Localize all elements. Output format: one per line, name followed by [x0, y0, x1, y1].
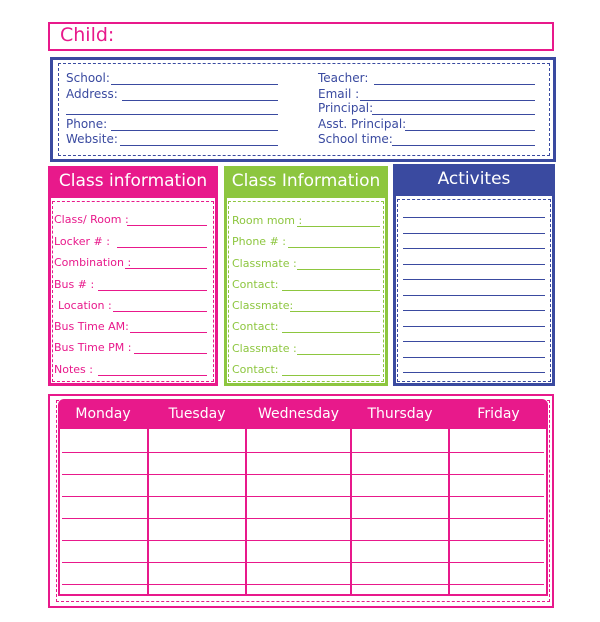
child-name-box[interactable]: [48, 22, 554, 51]
bus-time-am-label: Bus Time AM:: [54, 320, 129, 333]
day-tuesday: Tuesday: [168, 406, 226, 422]
schedule-divider: [147, 429, 149, 595]
activity-line[interactable]: [403, 264, 545, 265]
locker-line[interactable]: [117, 247, 207, 248]
phone-number-label: Phone # :: [232, 235, 286, 248]
teacher-label: Teacher:: [318, 71, 369, 85]
schedule-divider: [448, 429, 450, 595]
activity-line[interactable]: [403, 279, 545, 280]
principal-label: Principal:: [318, 101, 374, 115]
schedule-grid: [58, 429, 548, 596]
contact-1-line[interactable]: [282, 290, 380, 291]
bus-time-pm-line[interactable]: [134, 353, 207, 354]
school-info-inner-border: [58, 63, 550, 156]
contact-1-label: Contact:: [232, 278, 279, 291]
principal-line[interactable]: [372, 114, 535, 115]
location-label: Location :: [58, 299, 112, 312]
bus-number-label: Bus # :: [54, 278, 95, 291]
activity-line[interactable]: [403, 248, 545, 249]
class-room-label: Class/ Room :: [54, 213, 129, 226]
contact-3-line[interactable]: [282, 375, 380, 376]
child-label: Child:: [60, 24, 115, 46]
activity-line[interactable]: [403, 310, 545, 311]
classmate-2-label: Classmate:: [232, 299, 294, 312]
schedule-row-line[interactable]: [62, 474, 544, 475]
schedule-row-line[interactable]: [62, 518, 544, 519]
activity-line[interactable]: [403, 326, 545, 327]
schedule-row-line[interactable]: [62, 452, 544, 453]
activities-title: Activites: [393, 164, 555, 196]
activity-line[interactable]: [403, 217, 545, 218]
activity-line[interactable]: [403, 295, 545, 296]
classmate-3-label: Classmate :: [232, 342, 297, 355]
location-line[interactable]: [113, 311, 207, 312]
locker-label: Locker # :: [54, 235, 110, 248]
room-mom-label: Room mom :: [232, 214, 303, 227]
combination-label: Combination :: [54, 256, 132, 269]
schedule-divider: [245, 429, 247, 595]
schedule-divider: [350, 429, 352, 595]
activities-inner: [397, 199, 551, 382]
bus-number-line[interactable]: [98, 290, 207, 291]
address-label: Address:: [66, 87, 118, 101]
bus-time-am-line[interactable]: [130, 332, 207, 333]
notes-label: Notes :: [54, 363, 93, 376]
contact-2-line[interactable]: [282, 332, 380, 333]
website-label: Website:: [66, 132, 118, 146]
notes-line[interactable]: [98, 375, 207, 376]
class-information-pink-title: Class information: [48, 166, 218, 198]
classmate-1-label: Classmate :: [232, 257, 297, 270]
room-mom-line[interactable]: [297, 226, 380, 227]
schedule-row-line[interactable]: [62, 540, 544, 541]
combination-line[interactable]: [125, 268, 207, 269]
day-wednesday: Wednesday: [257, 406, 340, 422]
activity-line[interactable]: [403, 233, 545, 234]
classmate-3-line[interactable]: [297, 354, 380, 355]
teacher-line[interactable]: [374, 84, 535, 85]
school-time-line[interactable]: [392, 145, 535, 146]
address-line[interactable]: [122, 100, 278, 101]
class-information-pink-inner: [52, 201, 214, 382]
website-line[interactable]: [120, 145, 278, 146]
day-thursday: Thursday: [367, 406, 433, 422]
asst-principal-line[interactable]: [405, 130, 535, 131]
email-line[interactable]: [360, 100, 535, 101]
classmate-2-line[interactable]: [290, 311, 380, 312]
phone-line[interactable]: [111, 130, 278, 131]
activity-line[interactable]: [403, 357, 545, 358]
contact-2-label: Contact:: [232, 320, 279, 333]
activity-line[interactable]: [403, 341, 545, 342]
classmate-1-line[interactable]: [297, 269, 380, 270]
asst-principal-label: Asst. Principal:: [318, 117, 407, 131]
activity-line[interactable]: [403, 372, 545, 373]
phone-number-line[interactable]: [288, 247, 380, 248]
day-friday: Friday: [477, 406, 520, 422]
day-monday: Monday: [75, 406, 131, 422]
school-line[interactable]: [111, 84, 278, 85]
schedule-row-line[interactable]: [62, 562, 544, 563]
schedule-row-line[interactable]: [62, 496, 544, 497]
schedule-row-line[interactable]: [62, 584, 544, 585]
school-label: School:: [66, 71, 110, 85]
school-time-label: School time:: [318, 132, 393, 146]
class-room-line[interactable]: [127, 225, 207, 226]
contact-3-label: Contact:: [232, 363, 279, 376]
bus-time-pm-label: Bus Time PM :: [54, 341, 132, 354]
email-label: Email :: [318, 87, 360, 101]
phone-label: Phone:: [66, 117, 108, 131]
class-information-green-title: Class Information: [224, 166, 388, 198]
address-line-2[interactable]: [66, 114, 278, 115]
